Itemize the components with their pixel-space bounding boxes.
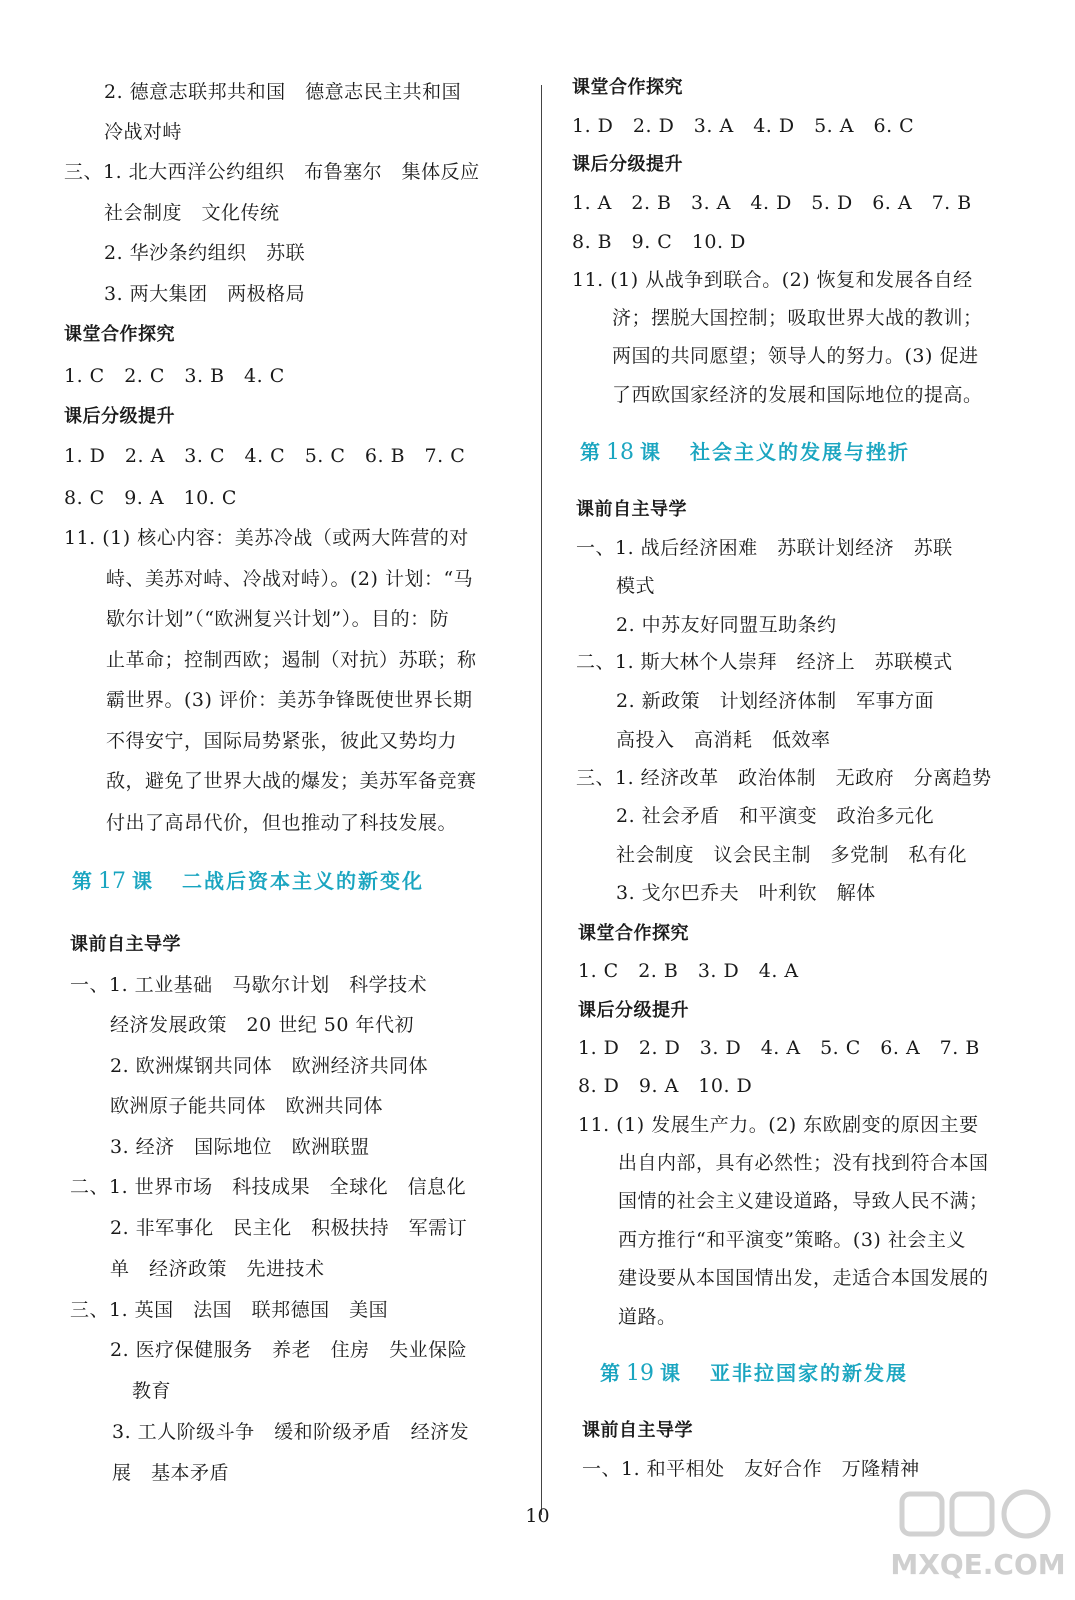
section-heading: 课堂合作探究 bbox=[572, 77, 683, 98]
text-line: 2. 新政策 计划经济体制 军事方面 bbox=[616, 690, 935, 712]
answer-line: 1. D 2. A 3. C 4. C 5. C 6. B 7. C bbox=[64, 445, 466, 467]
text-line: 3. 工人阶级斗争 缓和阶级矛盾 经济发 bbox=[112, 1421, 470, 1443]
lesson-title: 二战后资本主义的新变化 bbox=[182, 869, 424, 893]
answer-line: 1. A 2. B 3. A 4. D 5. D 6. A 7. B bbox=[572, 192, 972, 214]
lesson-prefix: 第 bbox=[600, 1361, 620, 1385]
section-heading: 课堂合作探究 bbox=[64, 324, 175, 345]
section-heading: 课前自主导学 bbox=[70, 934, 181, 955]
text-line: 11. (1) 核心内容：美苏冷战（或两大阵营的对 bbox=[64, 527, 469, 549]
section-heading: 课后分级提升 bbox=[572, 154, 683, 175]
section-heading: 课后分级提升 bbox=[578, 1000, 689, 1021]
answer-line: 1. D 2. D 3. A 4. D 5. A 6. C bbox=[572, 115, 915, 137]
text-line: 2. 医疗保健服务 养老 住房 失业保险 bbox=[110, 1339, 468, 1361]
text-line: 11. (1) 发展生产力。(2) 东欧剧变的原因主要 bbox=[578, 1114, 979, 1136]
watermark bbox=[888, 1488, 1068, 1588]
lesson-title: 社会主义的发展与挫折 bbox=[690, 440, 910, 464]
text-line: 3. 经济 国际地位 欧洲联盟 bbox=[110, 1136, 370, 1158]
text-line: 两国的共同愿望；领导人的努力。(3) 促进 bbox=[612, 345, 979, 367]
answer-line: 1. C 2. B 3. D 4. A bbox=[578, 960, 799, 982]
text-line: 一、1. 和平相处 友好合作 万隆精神 bbox=[582, 1458, 920, 1480]
text-line: 一、1. 工业基础 马歇尔计划 科学技术 bbox=[70, 974, 428, 996]
text-line: 2. 德意志联邦共和国 德意志民主共和国 bbox=[104, 81, 462, 103]
lesson-prefix: 第 bbox=[580, 440, 600, 464]
section-heading: 课前自主导学 bbox=[582, 1420, 693, 1441]
answer-line: 1. C 2. C 3. B 4. C bbox=[64, 365, 285, 387]
text-line: 建设要从本国国情出发，走适合本国发展的 bbox=[618, 1267, 989, 1289]
lesson-17-title bbox=[72, 868, 424, 895]
text-line: 展 基本矛盾 bbox=[112, 1462, 230, 1484]
section-heading: 课堂合作探究 bbox=[578, 923, 689, 944]
text-line: 道路。 bbox=[618, 1306, 677, 1328]
lesson-title: 亚非拉国家的新发展 bbox=[710, 1361, 908, 1385]
text-line: 社会制度 议会民主制 多党制 私有化 bbox=[616, 844, 968, 866]
answer-line: 8. D 9. A 10. D bbox=[578, 1075, 753, 1097]
text-line: 高投入 高消耗 低效率 bbox=[616, 729, 831, 751]
text-line: 付出了高昂代价，但也推动了科技发展。 bbox=[106, 812, 458, 834]
text-line: 三、1. 北大西洋公约组织 布鲁塞尔 集体反应 bbox=[64, 161, 480, 183]
text-line: 欧洲原子能共同体 欧洲共同体 bbox=[110, 1095, 384, 1117]
text-line: 教育 bbox=[132, 1380, 172, 1402]
text-line: 2. 中苏友好同盟互助条约 bbox=[616, 614, 837, 636]
answer-seal-icon bbox=[888, 1488, 1068, 1588]
text-line: 2. 社会矛盾 和平演变 政治多元化 bbox=[616, 805, 935, 827]
text-line: 一、1. 战后经济困难 苏联计划经济 苏联 bbox=[576, 537, 953, 559]
lesson-suffix: 课 bbox=[660, 1361, 680, 1385]
text-line: 霸世界。(3) 评价：美苏争锋既使世界长期 bbox=[106, 689, 473, 711]
column-divider bbox=[541, 85, 542, 1515]
text-line: 峙、美苏对峙、冷战对峙）。(2) 计划：“马 bbox=[106, 568, 474, 590]
text-line: 三、1. 英国 法国 联邦德国 美国 bbox=[70, 1299, 389, 1321]
text-line: 2. 欧洲煤钢共同体 欧洲经济共同体 bbox=[110, 1055, 429, 1077]
lesson-number: 17 bbox=[98, 869, 126, 894]
answer-line: 8. B 9. C 10. D bbox=[572, 231, 746, 253]
text-line: 3. 戈尔巴乔夫 叶利钦 解体 bbox=[616, 882, 876, 904]
watermark-text: MXQE.COM bbox=[890, 1548, 1066, 1581]
text-line: 了西欧国家经济的发展和国际地位的提高。 bbox=[612, 384, 983, 406]
answer-line: 8. C 9. A 10. C bbox=[64, 487, 237, 509]
lesson-19-title bbox=[600, 1360, 908, 1387]
text-line: 出自内部，具有必然性；没有找到符合本国 bbox=[618, 1152, 989, 1174]
lesson-number: 18 bbox=[606, 440, 634, 465]
text-line: 二、1. 世界市场 科技成果 全球化 信息化 bbox=[70, 1176, 467, 1198]
text-line: 模式 bbox=[616, 575, 656, 597]
text-line: 经济发展政策 20 世纪 50 年代初 bbox=[110, 1014, 414, 1036]
text-line: 2. 非军事化 民主化 积极扶持 军需订 bbox=[110, 1217, 468, 1239]
text-line: 社会制度 文化传统 bbox=[104, 202, 280, 224]
page-number: 10 bbox=[525, 1505, 550, 1527]
text-line: 二、1. 斯大林个人崇拜 经济上 苏联模式 bbox=[576, 651, 953, 673]
text-line: 济；摆脱大国控制；吸取世界大战的教训； bbox=[612, 307, 983, 329]
text-line: 单 经济政策 先进技术 bbox=[110, 1258, 325, 1280]
text-line: 止革命；控制西欧；遏制（对抗）苏联；称 bbox=[106, 649, 477, 671]
text-line: 3. 两大集团 两极格局 bbox=[104, 283, 306, 305]
text-line: 三、1. 经济改革 政治体制 无政府 分离趋势 bbox=[576, 767, 992, 789]
text-line: 不得安宁，国际局势紧张，彼此又势均力 bbox=[106, 730, 458, 752]
text-line: 歇尔计划”（“欧洲复兴计划”）。目的：防 bbox=[106, 608, 450, 630]
lesson-suffix: 课 bbox=[132, 869, 152, 893]
lesson-number: 19 bbox=[626, 1361, 654, 1386]
text-line: 敌，避免了世界大战的爆发；美苏军备竞赛 bbox=[106, 770, 477, 792]
section-heading: 课前自主导学 bbox=[576, 499, 687, 520]
text-line: 西方推行“和平演变”策略。(3) 社会主义 bbox=[618, 1229, 966, 1251]
text-line: 国情的社会主义建设道路，导致人民不满； bbox=[618, 1190, 989, 1212]
lesson-prefix: 第 bbox=[72, 869, 92, 893]
answer-line: 1. D 2. D 3. D 4. A 5. C 6. A 7. B bbox=[578, 1037, 980, 1059]
text-line: 2. 华沙条约组织 苏联 bbox=[104, 242, 306, 264]
section-heading: 课后分级提升 bbox=[64, 406, 175, 427]
lesson-suffix: 课 bbox=[640, 440, 660, 464]
lesson-18-title bbox=[580, 439, 910, 466]
text-line: 11. (1) 从战争到联合。(2) 恢复和发展各自经 bbox=[572, 269, 973, 291]
text-line: 冷战对峙 bbox=[104, 121, 183, 143]
